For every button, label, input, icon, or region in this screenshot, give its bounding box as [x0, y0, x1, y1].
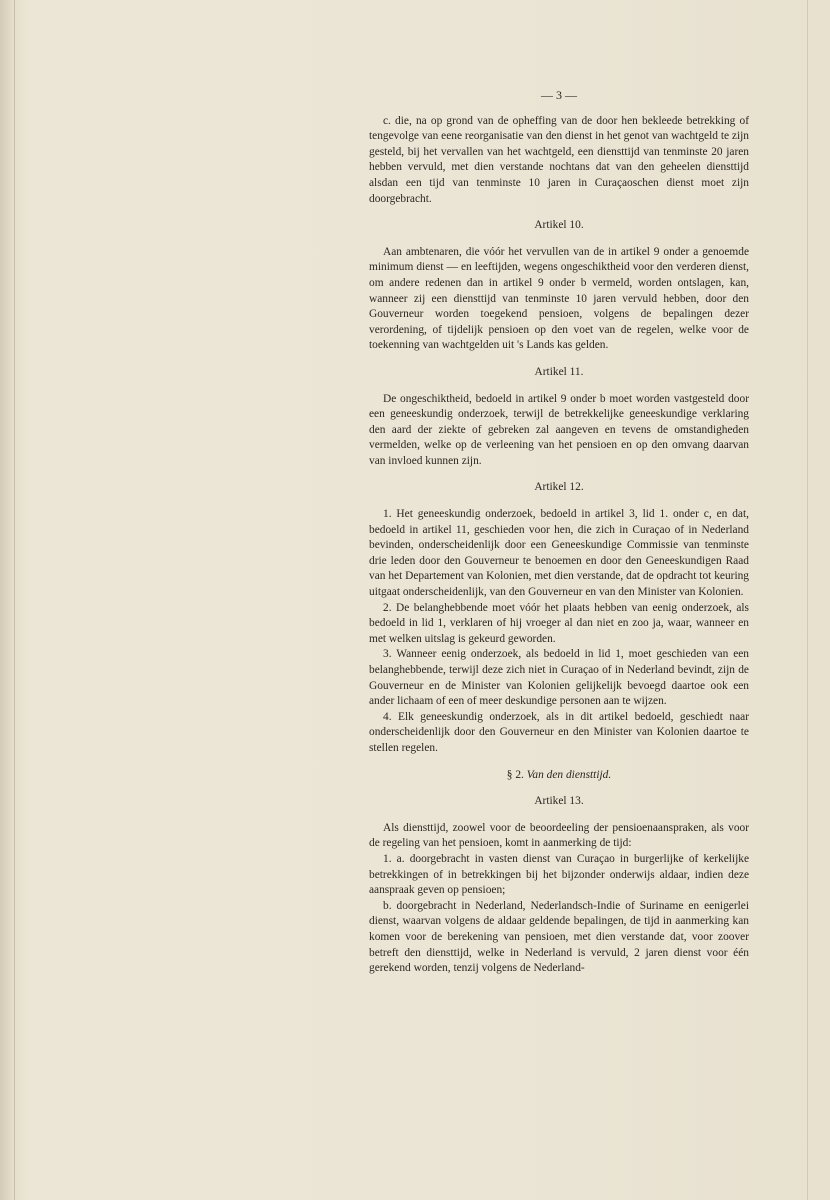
article-12-lid-3: 3. Wanneer eenig onderzoek, als bedoeld in lid 1, moet geschieden van een belanghebbende, terwijl deze zich niet in Curaçao of in Nederland bevindt, zijn de Gouverneur en de Minister van Kolonien gelijkelijk bevoegd daartoe ook een ander lichaam of een of meer deskundige personen aan te wijzen.	[369, 648, 749, 708]
document-body	[369, 88, 749, 977]
section-2-number: § 2.	[506, 768, 524, 781]
article-12-lid-4: 4. Elk geneeskundig onderzoek, als in dit artikel bedoeld, geschiedt naar onderscheidenlijk door den Gouverneur en den Minister van Kolonien daartoe te stellen regelen.	[369, 710, 749, 754]
article-11-text: De ongeschiktheid, bedoeld in artikel 9 onder b moet worden vastgesteld door een geneeskundig onderzoek, terwijl de betrekkelijke geneeskundige verklaring den aard der ziekte of gebreken zal aangeven en tevens de omstandigheden vermelden, welke op de verleening van het pensioen en op den omvang daarvan van invloed kunnen zijn.	[369, 392, 749, 467]
article-10-text: Aan ambtenaren, die vóór het vervullen van de in artikel 9 onder a genoemde minimum dienst — en leeftijden, wegens ongeschiktheid voor den verderen dienst, om andere redenen dan in artikel 9 onder b vermeld, worden ontslagen, kan, wanneer zij een diensttijd van tenminste 10 jaren vervuld hebben, door den Gouverneur worden toegekend pensioen, volgens de bepalingen dezer verordening, of tijdelijk pensioen op den voet van de regelen, welke voor de toekenning van wachtgelden uit 's Lands kas gelden.	[369, 245, 749, 352]
article-10-heading: Artikel 10.	[534, 219, 584, 232]
page-number: — 3 —	[541, 88, 577, 102]
paragraph-c: c. die, na op grond van de opheffing van de door hen bekleede betrekking of tengevolge van eene reorganisatie van den dienst in het genot van wachtgeld te zijn gesteld, bij het vervallen van het wachtgeld, een diensttijd van tenminste 20 jaren hebben vervuld, met dien verstande nochtans dat van den geheelen diensttijd alsdan een tijd van tenminste 10 jaren in Curaçaoschen dienst moet zijn doorgebracht.	[369, 114, 749, 205]
article-12-heading: Artikel 12.	[534, 481, 584, 494]
article-11-heading: Artikel 11.	[534, 365, 584, 378]
article-13-heading: Artikel 13.	[534, 795, 584, 808]
article-13-intro: Als diensttijd, zoowel voor de beoordeeling der pensioenaanspraken, als voor de regeling van het pensioen, komt in aanmerking de tijd:	[369, 821, 749, 850]
page-edge-right	[807, 0, 808, 1200]
article-12-lid-1: 1. Het geneeskundig onderzoek, bedoeld in artikel 3, lid 1. onder c, en dat, bedoeld in artikel 11, geschieden voor hen, die zich in Curaçao of in Nederland bevinden, onderscheidenlijk door een Geneeskundige Commissie van tenminste drie leden door den Gouverneur te benoemen en door den Geneeskundigen Raad van het Departement van Kolonien, met dien verstande, dat de opdracht tot keuring uitgaat onderscheidenlijk, van den Gouverneur en van den Minister van Kolonien.	[369, 508, 749, 599]
section-2-title: Van den diensttijd.	[526, 768, 612, 781]
page-edge-shadow	[14, 0, 15, 1200]
article-13-item-b: b. doorgebracht in Nederland, Nederlandsch-Indie of Suriname en eenigerlei dienst, waarvan volgens de aldaar geldende bepalingen, de tijd in aanmerking kan komen voor de berekening van pensioen, met dien verstande dat, voor zoover betreft den diensttijd, welke in Nederland is vervuld, 2 jaren dienst voor één gerekend worden, tenzij volgens de Nederland-	[369, 899, 749, 975]
article-12-lid-2: 2. De belanghebbende moet vóór het plaats hebben van eenig onderzoek, als bedoeld in lid 1, verklaren of hij vroeger al dan niet en zoo ja, waar, wanneer en met welken uitslag is gekeurd geworden.	[369, 601, 749, 645]
article-13-item-1a: 1. a. doorgebracht in vasten dienst van Curaçao in burgerlijke of kerkelijke betrekkingen of in betrekkingen bij het bijzonder onderwijs aldaar, indien deze aanspraak geven op pensioen;	[369, 852, 749, 897]
section-2-heading	[369, 768, 749, 784]
